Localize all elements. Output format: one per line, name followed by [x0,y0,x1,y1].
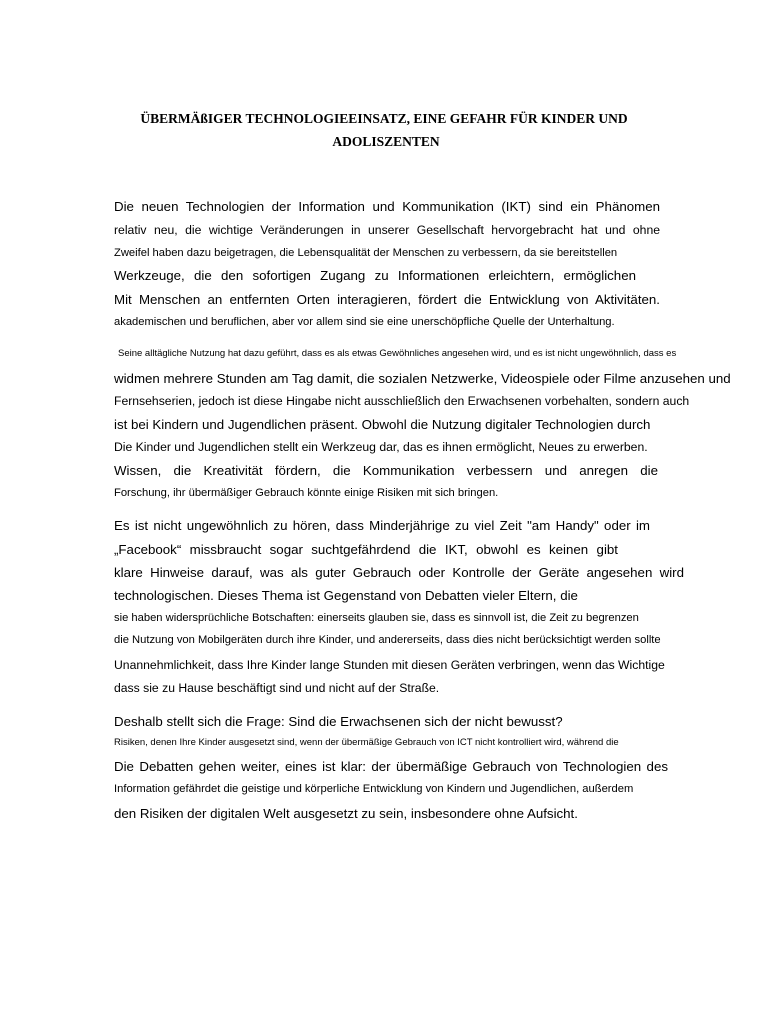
text-line: Forschung, ihr übermäßiger Gebrauch könnte einige Risiken mit sich bringen. [114,487,499,499]
text-line: Die Kinder und Jugendlichen stellt ein Werkzeug dar, das es ihnen ermöglicht, Neues zu erwerben. [114,440,648,454]
text-line: sie haben widersprüchliche Botschaften: einerseits glauben sie, dass es sinnvoll ist, die Zeit zu begrenzen [114,612,639,624]
text-line: dass sie zu Hause beschäftigt sind und nicht auf der Straße. [114,681,440,695]
text-line: technologischen. Dieses Thema ist Gegenstand von Debatten vieler Eltern, die [114,588,578,603]
text-line: Unannehmlichkeit, dass Ihre Kinder lange Stunden mit diesen Geräten verbringen, wenn das Wichtige [114,658,665,672]
text-line: Seine alltägliche Nutzung hat dazu geführt, dass es als etwas Gewöhnliches angesehen wird, und es ist nicht ungewöhnlich, dass es [118,348,677,359]
text-line: Deshalb stellt sich die Frage: Sind die Erwachsenen sich der nicht bewusst? [114,714,563,729]
text-line: widmen mehrere Stunden am Tag damit, die sozialen Netzwerke, Videospiele oder Filme anzusehen und [114,371,731,386]
text-line: Die neuen Technologien der Information und Kommunikation (IKT) sind ein Phänomen [114,199,660,214]
text-line: relativ neu, die wichtige Veränderungen in unserer Gesellschaft hervorgebracht hat und ohne [114,223,660,237]
text-line: Mit Menschen an entfernten Orten interagieren, fördert die Entwicklung von Aktivitäten. [114,292,660,307]
text-line: Fernsehserien, jedoch ist diese Hingabe nicht ausschließlich den Erwachsenen vorbehalten, sondern auch [114,394,690,408]
text-line: Die Debatten gehen weiter, eines ist klar: der übermäßige Gebrauch von Technologien des [114,759,668,774]
text-line: akademischen und beruflichen, aber vor allem sind sie eine unerschöpfliche Quelle der Unterhaltung. [114,316,615,328]
text-line: Es ist nicht ungewöhnlich zu hören, dass Minderjährige zu viel Zeit "am Handy" oder im [114,518,650,533]
text-line: den Risiken der digitalen Welt ausgesetzt zu sein, insbesondere ohne Aufsicht. [114,806,578,821]
text-line: Wissen, die Kreativität fördern, die Kommunikation verbessern und anregen die [114,463,658,478]
text-line: Risiken, denen Ihre Kinder ausgesetzt sind, wenn der übermäßige Gebrauch von ICT nicht kontrolliert wird, während die [114,737,619,748]
text-line: klare Hinweise darauf, was als guter Gebrauch oder Kontrolle der Geräte angesehen wird [114,565,684,580]
document-title-line-2: ADOLISZENTEN [332,134,440,149]
document-title-line-1: ÜBERMÄßIGER TECHNOLOGIEEINSATZ, EINE GEFAHR FÜR KINDER UND [140,111,628,126]
text-line: Information gefährdet die geistige und körperliche Entwicklung von Kindern und Jugendlichen, außerdem [114,783,634,795]
text-line: „Facebook“ missbraucht sogar suchtgefährdend die IKT, obwohl es keinen gibt [114,542,618,557]
text-line: ist bei Kindern und Jugendlichen präsent. Obwohl die Nutzung digitaler Technologien durch [114,417,651,432]
text-line: Zweifel haben dazu beigetragen, die Lebensqualität der Menschen zu verbessern, da sie bereitstellen [114,247,618,259]
text-line: die Nutzung von Mobilgeräten durch ihre Kinder, und andererseits, dass dies nicht berücksichtigt werden sollte [114,634,661,646]
text-line: Werkzeuge, die den sofortigen Zugang zu Informationen erleichtern, ermöglichen [114,268,636,283]
